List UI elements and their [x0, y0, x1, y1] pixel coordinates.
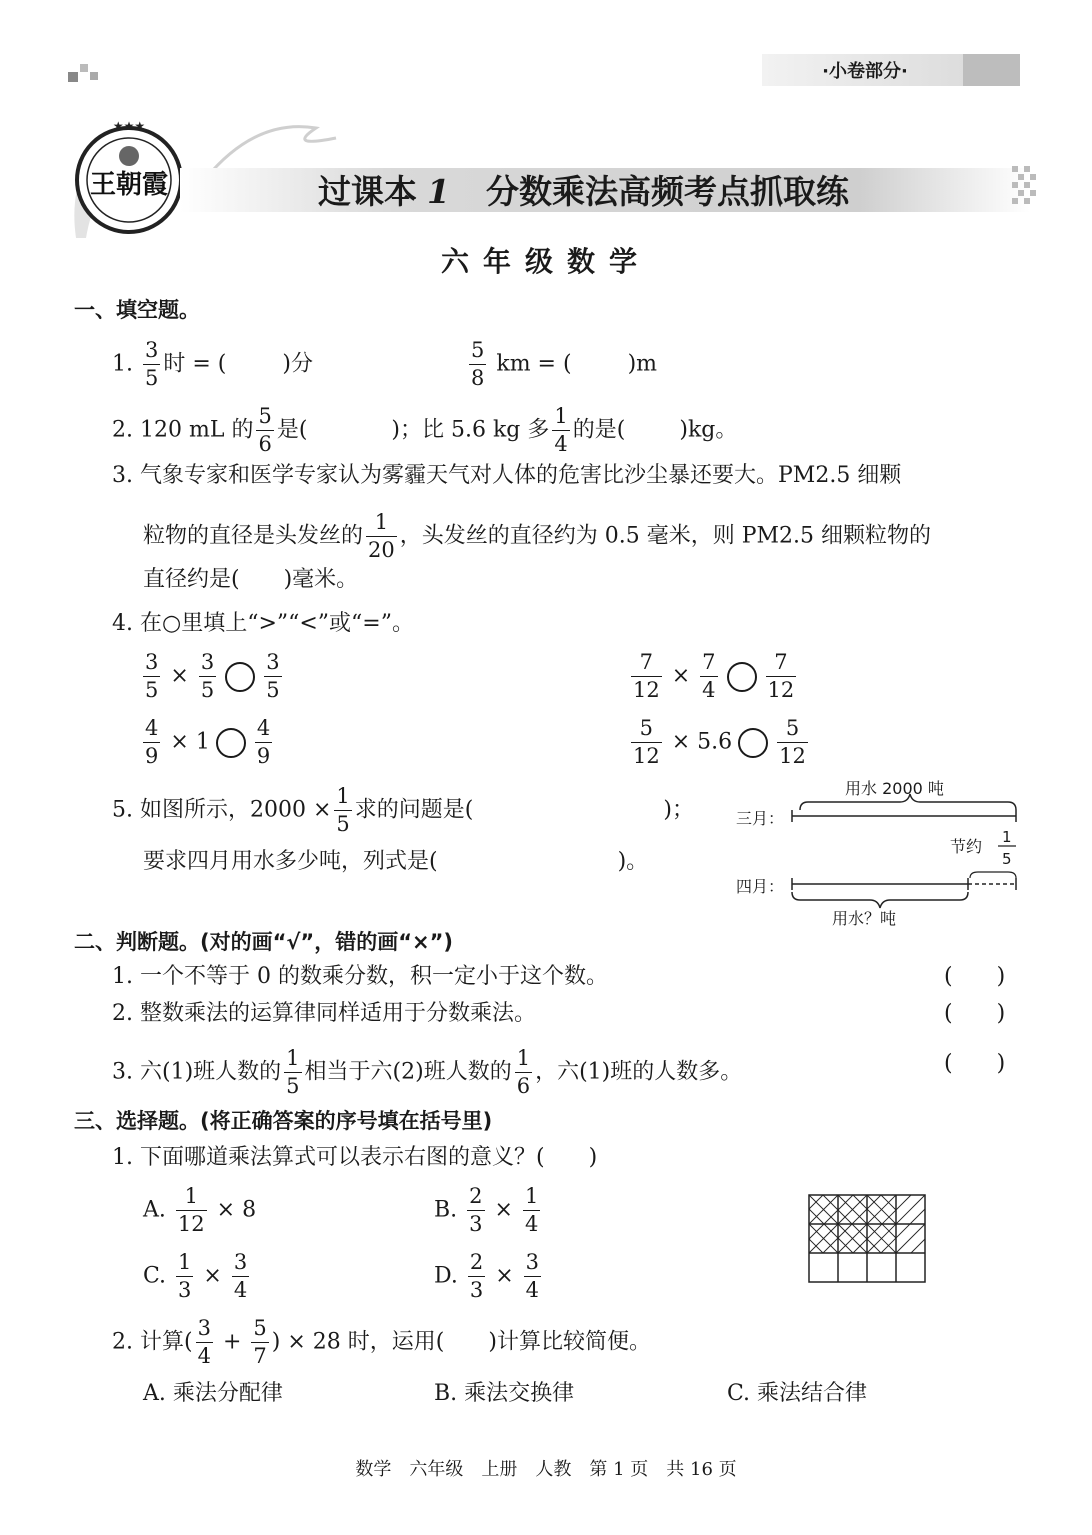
s2-item-3: 3. 六(1)班人数的 $\frac{1}{5}$ 相当于六(2)班人数的 $\frac{1}{6}$ ，六(1)班的人数多。 [112, 1046, 743, 1098]
section3-heading: 三、选择题。(将正确答案的序号填在括号里) [74, 1109, 493, 1133]
compare-circle[interactable] [727, 662, 757, 692]
s1-q5-line1: 5. 如图所示，2000 × $\frac{1}{5}$ 求的问题是( )； [112, 784, 694, 836]
header-tag: ·小卷部分· [822, 61, 908, 82]
diagram-bottom-label: 用水？吨 [832, 909, 897, 928]
compare-1: $\frac{3}{5}$ × $\frac{3}{5}$ $\frac{3}{5}$ [145, 650, 280, 702]
title-dots [1012, 166, 1042, 218]
corner-dots [68, 64, 108, 88]
svg-text:★★★: ★★★ [112, 119, 146, 133]
diagram-save-label: 节约 [950, 837, 983, 856]
page-footer: 数学 六年级 上册 人教 第 1 页 共 16 页 [355, 1459, 737, 1480]
s3-q1-option-c[interactable]: C. $\frac{1}{3}$ × $\frac{3}{4}$ [143, 1250, 248, 1302]
section2-heading: 二、判断题。(对的画“√”，错的画“×”) [74, 930, 454, 954]
s1-q2: 2. 120 mL 的 $\frac{5}{6}$ 是( )；比 5.6 kg 多 $\frac{1}{4}$ 的是( )kg。 [112, 404, 738, 456]
svg-text:5: 5 [1002, 850, 1012, 868]
logo-name: 王朝霞 [89, 170, 169, 200]
s3-q2-option-a[interactable]: A. 乘法分配律 [143, 1381, 283, 1406]
s3-q1: 1. 下面哪道乘法算式可以表示右图的意义？( ) [112, 1145, 598, 1170]
s1-q1-part2: $\frac{5}{8}$ km = ( )m [471, 338, 658, 390]
s1-q3-line1: 3. 气象专家和医学专家认为雾霾天气对人体的危害比沙尘暴还要大。PM2.5 细颗 [112, 463, 902, 488]
page-title: 过课本 1 分数乘法高频考点抓取练 [318, 172, 849, 211]
s1-q3-line3: 直径约是( )毫米。 [143, 567, 359, 592]
s3-q1-option-b[interactable]: B. $\frac{2}{3}$ × $\frac{1}{4}$ [434, 1184, 539, 1236]
water-diagram [730, 772, 1030, 936]
s2-answer-1[interactable]: ( ) [944, 964, 1006, 989]
diagram-march-label: 三月： [736, 809, 785, 828]
s1-q4: 4. 在○里填上“>”“<”或“=”。 [112, 611, 414, 636]
diagram-top-label: 用水 2000 吨 [845, 779, 944, 798]
s1-q5-line2: 要求四月用水多少吨，列式是( )。 [143, 849, 649, 874]
compare-4: $\frac{5}{12}$ × 5.6 $\frac{5}{12}$ [633, 716, 806, 768]
s2-answer-2[interactable]: ( ) [944, 1001, 1006, 1026]
s2-answer-3[interactable]: ( ) [944, 1051, 1006, 1076]
grid-figure [808, 1194, 928, 1288]
s2-item-2: 2. 整数乘法的运算律同样适用于分数乘法。 [112, 1001, 537, 1026]
compare-circle[interactable] [738, 728, 768, 758]
s3-q2-option-c[interactable]: C. 乘法结合律 [727, 1381, 868, 1406]
svg-text:1: 1 [1002, 828, 1012, 846]
diagram-april-label: 四月： [736, 877, 785, 896]
s2-item-1: 1. 一个不等于 0 的数乘分数，积一定小于这个数。 [112, 964, 608, 989]
compare-circle[interactable] [216, 728, 246, 758]
s1-q1: 1. $\frac{3}{5}$ 时 = ( )分 [112, 338, 313, 390]
subtitle: 六年级数学 [440, 245, 651, 278]
s3-q2-option-b[interactable]: B. 乘法交换律 [434, 1381, 575, 1406]
compare-3: $\frac{4}{9}$ × 1 $\frac{4}{9}$ [145, 716, 271, 768]
section1-heading: 一、填空题。 [74, 298, 200, 322]
s3-q1-option-a[interactable]: A. $\frac{1}{12}$ × 8 [143, 1184, 257, 1236]
s1-q3-line2: 粒物的直径是头发丝的 $\frac{1}{20}$ ，头发丝的直径约为 0.5 毫米，则 PM2.5 细颗粒物的 [143, 510, 932, 562]
s3-q2: 2. 计算( $\frac{3}{4}$ + $\frac{5}{7}$ ) × 28 时，运用( )计算比较简便。 [112, 1316, 651, 1368]
s3-q1-option-d[interactable]: D. $\frac{2}{3}$ × $\frac{3}{4}$ [434, 1250, 540, 1302]
compare-2: $\frac{7}{12}$ × $\frac{7}{4}$ $\frac{7}{12}$ [633, 650, 795, 702]
compare-circle[interactable] [225, 662, 255, 692]
